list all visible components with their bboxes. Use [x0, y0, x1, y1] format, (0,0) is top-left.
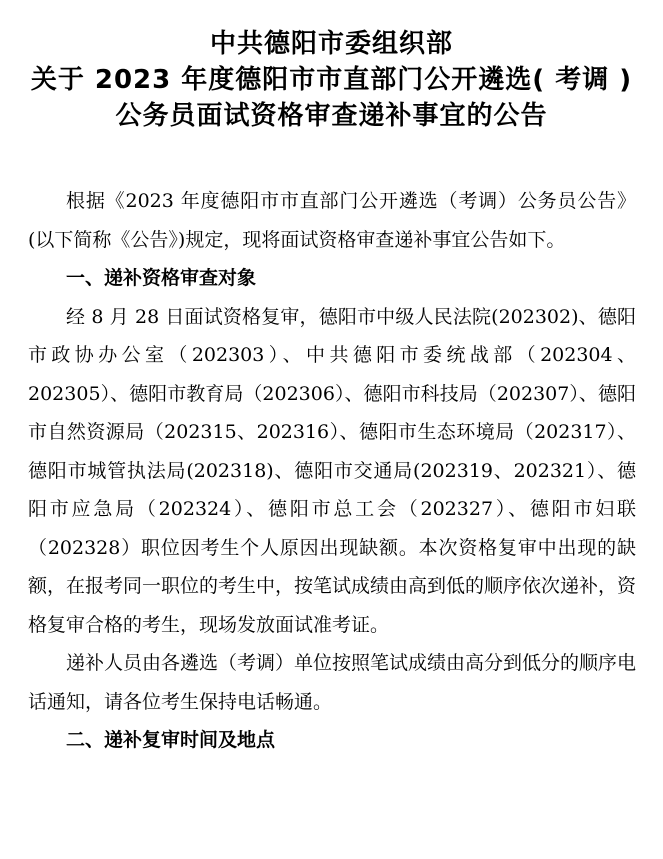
section-1-paragraph-2: 递补人员由各遴选（考调）单位按照笔试成绩由高分到低分的顺序电话通知，请各位考生保持电话畅通。	[28, 652, 637, 713]
section-2-heading: 二、递补复审时间及地点	[66, 729, 276, 751]
document-body	[28, 182, 636, 760]
section-1-paragraph-1: 经 8 月 28 日面试资格复审，德阳市中级人民法院(202302)、德阳市政协办公室（202303）、中共德阳市委统战部（202304、202305）、德阳市教育局（202306）、德阳市科技局（202307）、德阳市自然资源局（202315、202316）、德阳市生态环境局（202317）、德阳市城管执法局(202318)、德阳市交通局(202319、202321）、德阳市应急局（202324）、德阳市总工会（202327）、德阳市妇联（202328）职位因考生个人原因出现缺额。本次资格复审中出现的缺额，在报考同一职位的考生中，按笔试成绩由高到低的顺序依次递补，资格复审合格的考生，现场发放面试准考证。	[28, 305, 637, 636]
title-line-2: 关于 2023 年度德阳市市直部门公开遴选( 考调 )	[30, 65, 633, 95]
document-title	[0, 0, 663, 134]
title-line-1: 中共德阳市委组织部	[209, 29, 453, 59]
title-line-3: 公务员面试资格审查递补事宜的公告	[115, 101, 548, 131]
section-1-heading: 一、递补资格审查对象	[66, 267, 257, 289]
intro-paragraph: 根据《2023 年度德阳市市直部门公开遴选（考调）公务员公告》(以下简称《公告》)规定，现将面试资格审查递补事宜公告如下。	[28, 190, 636, 251]
